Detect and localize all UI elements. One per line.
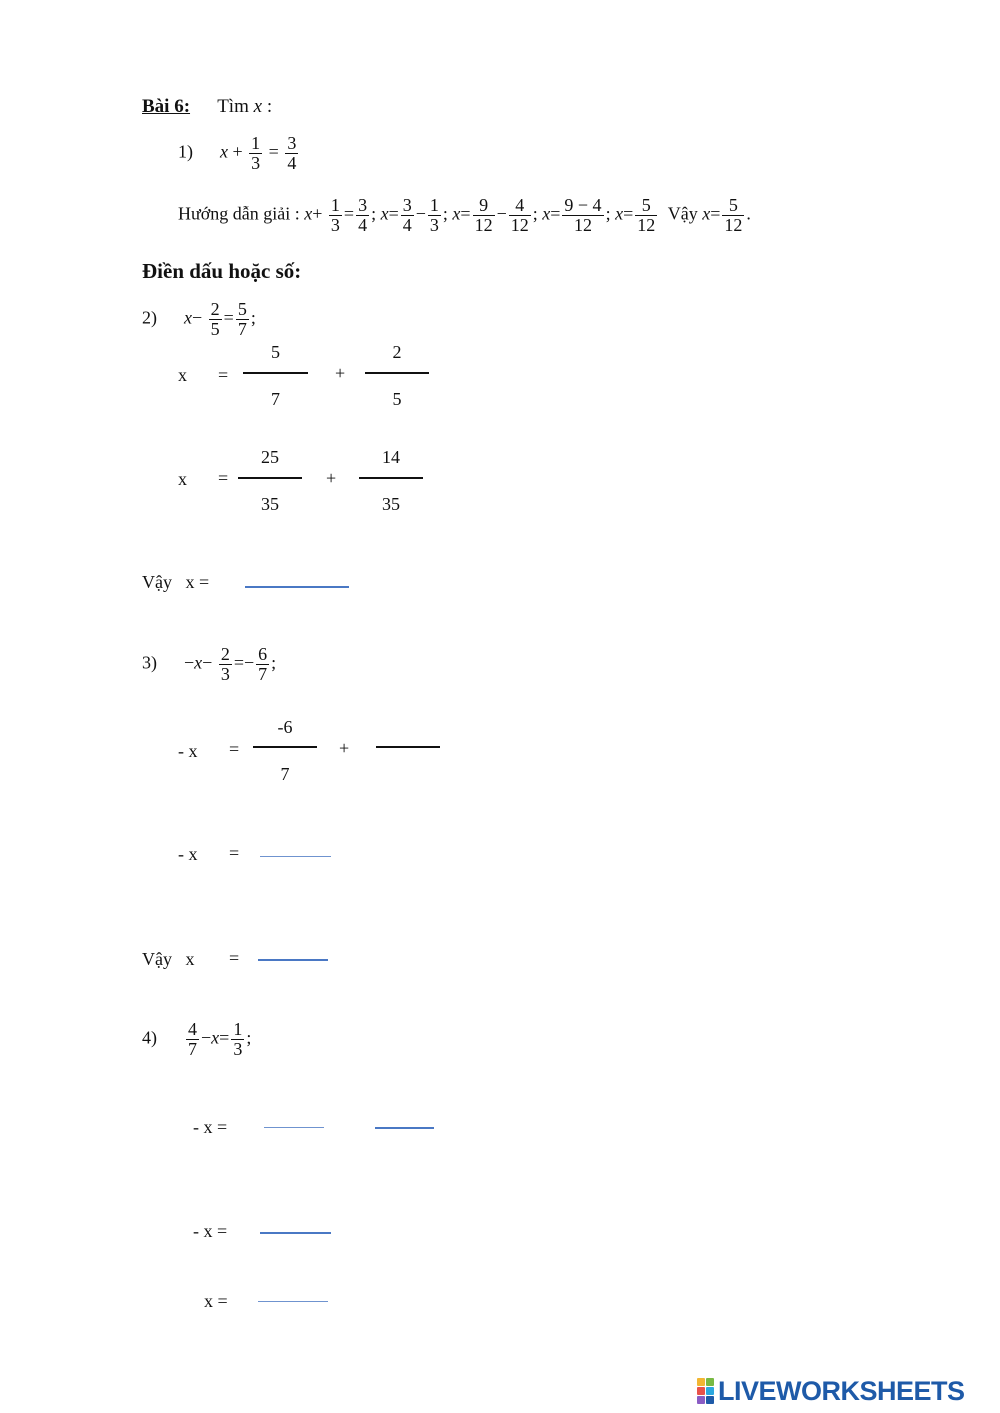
p2-row1-lhs: x — [178, 365, 187, 385]
p4-row1-input-a[interactable] — [264, 1107, 324, 1128]
fraction: $\frac{5}{7}$ — [237, 299, 247, 339]
fraction: $\frac{1}{3}$ — [233, 1019, 243, 1059]
p4-row1-lhs: - x = — [193, 1117, 228, 1137]
p2-answer-input[interactable] — [245, 566, 349, 588]
fraction-denominator: 5 — [392, 389, 402, 409]
fraction-denominator: 7 — [280, 764, 290, 784]
problem-number: 4) — [142, 1027, 157, 1048]
fraction: $\frac{5}{12}$ — [724, 195, 743, 235]
fraction: $\frac{4}{7}$ — [188, 1019, 197, 1059]
p4-row3-lhs: x = — [204, 1291, 228, 1311]
p3-answer-input[interactable] — [258, 939, 328, 961]
fraction: $\frac{2}{5}$ — [210, 299, 220, 339]
fraction-bar — [243, 372, 308, 374]
logo-text: LIVEWORKSHEETS — [718, 1375, 965, 1406]
plus-sign: + — [326, 468, 337, 488]
exercise-label: Bài 6: — [142, 96, 191, 117]
logo-icon — [697, 1378, 714, 1404]
fraction: $\frac{1}{3}$ — [330, 195, 340, 235]
liveworksheets-logo — [697, 1376, 965, 1406]
fraction-bar — [359, 477, 423, 479]
problem-3: 3) −x− $\frac{2}{3}$ =− $\frac{6}{7}$ ; — [142, 644, 277, 684]
exercise-instruction: Tìm — [217, 96, 249, 117]
logo-tile — [697, 1378, 705, 1386]
p2-row2-lhs: x — [178, 469, 187, 489]
equals-sign: = — [218, 365, 229, 385]
problem-number: 3) — [142, 652, 157, 673]
fraction: $\frac{1}{3}$ — [251, 133, 261, 173]
problem-number: 2) — [142, 307, 157, 328]
guide-label: Hướng dẫn giải : — [178, 203, 300, 224]
p3-row2-lhs: - x — [178, 844, 198, 864]
equals-sign: = — [229, 843, 240, 863]
fraction-numerator: 14 — [382, 447, 400, 467]
fraction-numerator: -6 — [277, 717, 293, 737]
logo-tile — [697, 1396, 705, 1404]
p4-row2-lhs: - x = — [193, 1221, 228, 1241]
equals-sign: = — [218, 468, 229, 488]
fraction-denominator: 35 — [382, 494, 400, 514]
fraction-numerator: 5 — [271, 342, 280, 362]
section-title: Điền dấu hoặc số: — [142, 259, 302, 283]
blank-fraction-bar — [376, 746, 440, 748]
fraction: $\frac{9 - 4}{12}$ — [564, 195, 602, 235]
fraction-bar — [253, 746, 317, 748]
fraction-numerator: 25 — [261, 447, 279, 467]
fraction: $\frac{2}{3}$ — [220, 644, 230, 684]
p2-answer-label: Vậy x = — [142, 572, 210, 592]
problem-number: 1) — [178, 141, 193, 162]
fraction: $\frac{3}{4}$ — [402, 195, 412, 235]
p3-answer-label: Vậy x — [142, 949, 195, 969]
plus-sign: + — [335, 363, 346, 383]
fraction-numerator: 2 — [392, 342, 402, 362]
p4-row1-input-b[interactable] — [375, 1107, 434, 1129]
logo-tile — [706, 1387, 714, 1395]
fraction: $\frac{1}{3}$ — [429, 195, 439, 235]
fraction: $\frac{9}{12}$ — [474, 195, 493, 235]
exercise-variable: x — [253, 96, 263, 117]
fraction: $\frac{5}{12}$ — [637, 195, 656, 235]
equals-sign: = — [229, 948, 240, 968]
p3-row2-input[interactable] — [260, 836, 331, 857]
fraction: $\frac{3}{4}$ — [358, 195, 368, 235]
plus-sign: + — [339, 738, 350, 758]
fraction-denominator: 35 — [261, 494, 279, 514]
fraction: $\frac{3}{4}$ — [287, 133, 297, 173]
problem-1: 1) x + $\frac{1}{3}$ = $\frac{3}{4}$ — [178, 133, 297, 173]
exercise-header: Bài 6: Tìm x : — [142, 96, 273, 117]
logo-tile — [697, 1387, 705, 1395]
p4-row2-input[interactable] — [260, 1212, 331, 1234]
logo-tile — [706, 1396, 714, 1404]
p4-row3-input[interactable] — [258, 1281, 328, 1302]
p3-row1-lhs: - x — [178, 741, 198, 761]
problem-4: 4) $\frac{4}{7}$ −x= $\frac{1}{3}$ ; — [142, 1019, 252, 1059]
fraction-denominator: 7 — [271, 389, 280, 409]
logo-tile — [706, 1378, 714, 1386]
problem-2: 2) x− $\frac{2}{5}$ = $\frac{5}{7}$ ; — [142, 299, 256, 339]
fraction-bar — [238, 477, 302, 479]
solution-guide: Hướng dẫn giải : x+ $\frac{1}{3}$ = $\frac{3}{4}$ ; x= $\frac{3}{4}$ − $\frac{1}{3}$ ; x= $\frac{9}{12}$ − $\frac{4}{12}$ ; x= $\frac{9 - 4}{12}$ ; x= $\frac{5}{12}$ Vậy x= $\frac{5}{12}$ . — [178, 195, 751, 235]
fraction: $\frac{6}{7}$ — [258, 644, 268, 684]
fraction: $\frac{4}{12}$ — [510, 195, 529, 235]
equals-sign: = — [229, 739, 240, 759]
guide-conclusion: Vậy — [667, 203, 698, 224]
fraction-bar — [365, 372, 429, 374]
